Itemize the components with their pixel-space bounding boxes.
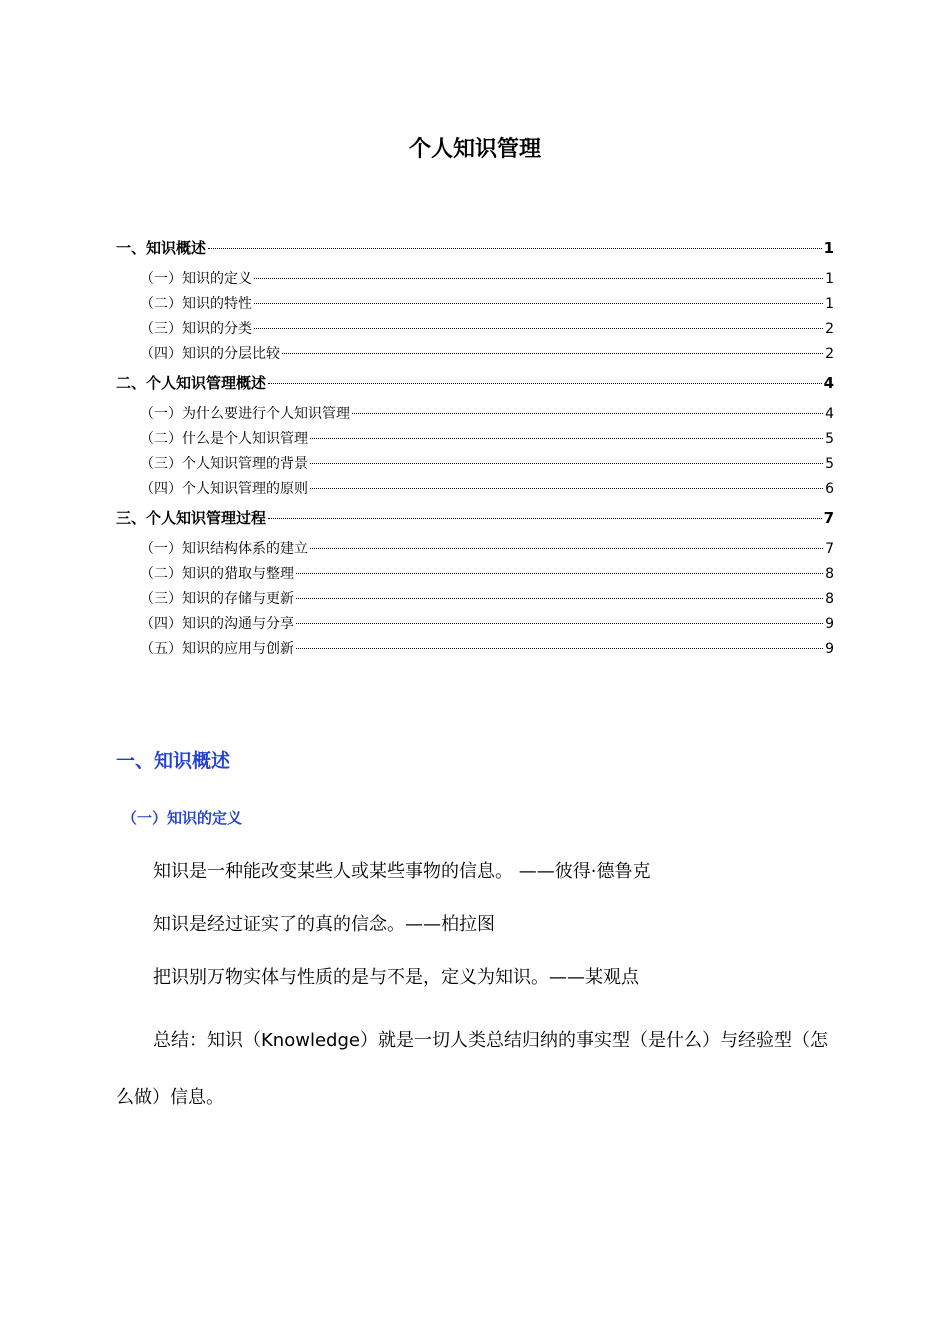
toc-leader <box>310 463 823 464</box>
toc-entry-page: 2 <box>825 321 834 337</box>
body-paragraph: 总结：知识（Knowledge）就是一切人类总结归纳的事实型（是什么）与经验型（怎么做）信息。 <box>116 1030 828 1108</box>
body-paragraph: 把识别万物实体与性质的是与不是，定义为知识。——某观点 <box>153 967 639 988</box>
toc-entry-text: （四）知识的分层比较 <box>140 346 280 362</box>
toc-entry-page: 4 <box>823 374 834 392</box>
toc-entry[interactable] <box>116 342 834 367</box>
toc-leader <box>254 278 823 279</box>
toc-entry[interactable] <box>116 267 834 292</box>
toc-entry[interactable] <box>116 292 834 317</box>
toc-entry[interactable] <box>116 427 834 452</box>
toc-entry-page: 1 <box>823 239 834 257</box>
toc-entry[interactable] <box>116 537 834 562</box>
toc-entry-page: 1 <box>825 296 834 312</box>
toc-leader <box>296 623 823 624</box>
toc-entry-page: 5 <box>825 456 834 472</box>
toc-leader <box>352 413 823 414</box>
toc-entry-page: 1 <box>825 271 834 287</box>
toc-entry[interactable] <box>116 506 834 531</box>
toc-entry-page: 8 <box>825 591 834 607</box>
toc-leader <box>268 383 822 384</box>
toc-leader <box>296 598 823 599</box>
toc-entry[interactable] <box>116 317 834 342</box>
toc-entry-text: （四）个人知识管理的原则 <box>140 481 308 497</box>
toc-entry-text: 一、知识概述 <box>116 239 207 257</box>
document-title: 个人知识管理 <box>408 137 541 162</box>
toc-entry-page: 8 <box>825 566 834 582</box>
toc-leader <box>254 328 823 329</box>
toc-entry-text: （二）什么是个人知识管理 <box>140 431 308 447</box>
toc-entry-text: 二、个人知识管理概述 <box>116 374 267 392</box>
toc-leader <box>208 248 822 249</box>
toc-leader <box>310 548 823 549</box>
toc-entry-page: 4 <box>825 406 834 422</box>
toc-entry-page: 7 <box>825 541 834 557</box>
toc-entry[interactable] <box>116 236 834 261</box>
toc-entry-page: 2 <box>825 346 834 362</box>
toc-entry[interactable] <box>116 562 834 587</box>
toc-entry-page: 7 <box>823 509 834 527</box>
table-of-contents <box>116 232 834 662</box>
subsection-heading: （一）知识的定义 <box>122 809 243 827</box>
toc-entry-text: （三）知识的分类 <box>140 321 252 337</box>
toc-entry-page: 5 <box>825 431 834 447</box>
body-paragraph: 知识是一种能改变某些人或某些事物的信息。 ——彼得·德鲁克 <box>153 861 651 882</box>
toc-leader <box>268 518 822 519</box>
toc-entry-text: 三、个人知识管理过程 <box>116 509 267 527</box>
toc-entry[interactable] <box>116 612 834 637</box>
toc-entry[interactable] <box>116 452 834 477</box>
toc-entry[interactable] <box>116 477 834 502</box>
toc-entry[interactable] <box>116 587 834 612</box>
toc-entry-text: （三）个人知识管理的背景 <box>140 456 308 472</box>
toc-entry-text: （一）为什么要进行个人知识管理 <box>140 406 350 422</box>
toc-entry-page: 9 <box>825 616 834 632</box>
toc-entry-text: （一）知识结构体系的建立 <box>140 541 308 557</box>
toc-entry[interactable] <box>116 371 834 396</box>
toc-entry[interactable] <box>116 637 834 662</box>
toc-entry-text: （三）知识的存储与更新 <box>140 591 294 607</box>
toc-leader <box>310 438 823 439</box>
toc-leader <box>254 303 823 304</box>
toc-leader <box>296 573 823 574</box>
toc-entry-text: （二）知识的猎取与整理 <box>140 566 294 582</box>
toc-leader <box>282 353 823 354</box>
toc-entry-text: （五）知识的应用与创新 <box>140 641 294 657</box>
toc-entry-page: 6 <box>825 481 834 497</box>
toc-entry-page: 9 <box>825 641 834 657</box>
toc-entry-text: （二）知识的特性 <box>140 296 252 312</box>
section-heading: 一、知识概述 <box>116 750 231 772</box>
toc-leader <box>296 648 823 649</box>
toc-leader <box>310 488 823 489</box>
toc-entry-text: （四）知识的沟通与分享 <box>140 616 294 632</box>
toc-entry-text: （一）知识的定义 <box>140 271 252 287</box>
body-paragraph: 知识是经过证实了的真的信念。——柏拉图 <box>153 914 495 935</box>
toc-entry[interactable] <box>116 402 834 427</box>
